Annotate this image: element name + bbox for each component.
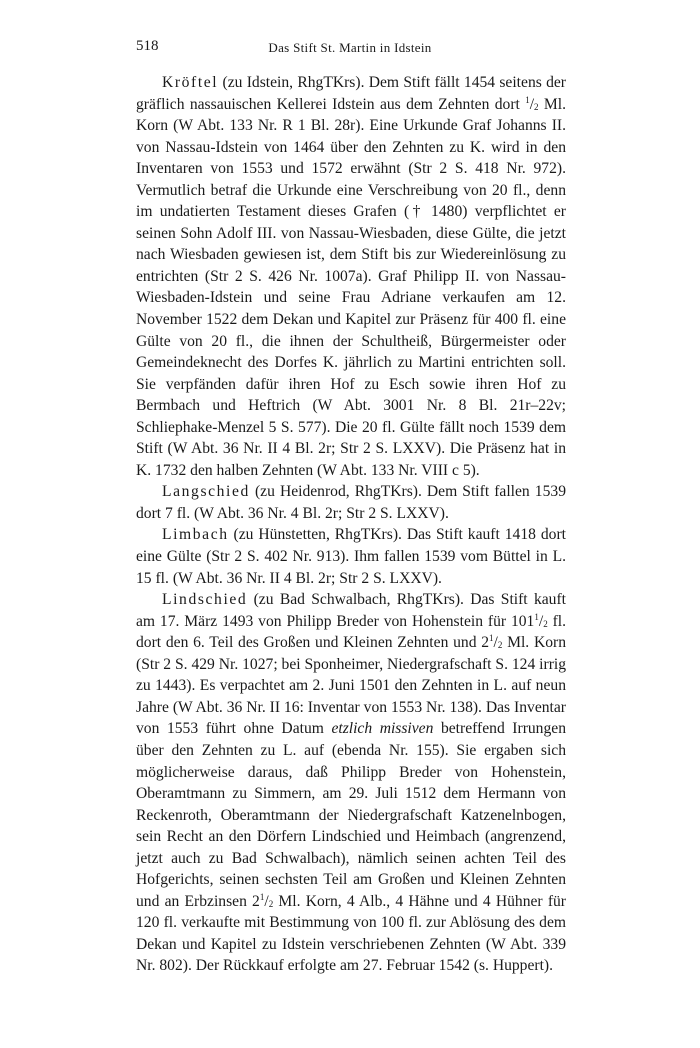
running-title: Das Stift St. Martin in Idstein xyxy=(268,40,432,55)
fraction-slash: / xyxy=(264,892,269,910)
paragraph-text: (zu Heidenrod, RhgTKrs). Dem Stift fallen 1539 dort 7 fl. (W Abt. 36 Nr. 4 Bl. 2r; Str 2 S. LXXV). xyxy=(136,483,566,522)
place-name: Limbach xyxy=(162,526,229,544)
fraction-slash: / xyxy=(493,634,498,652)
fraction-slash: / xyxy=(538,612,544,630)
place-name: Langschied xyxy=(162,483,250,501)
fraction-denominator: 2 xyxy=(497,640,503,651)
italic-quote: etzlich missiven xyxy=(331,720,434,738)
fraction-numerator: 1 xyxy=(489,633,494,644)
paragraph-text: (zu Bad Schwalbach, RhgTKrs). Das Stift kauft am 17. März 1493 von Philipp Breder von Hohenstein für 101 xyxy=(136,591,566,630)
paragraph-lindschied xyxy=(136,589,566,977)
fraction-numerator: 1 xyxy=(259,891,265,902)
fraction-denominator: 2 xyxy=(268,898,274,909)
paragraph-text: Ml. Korn (W Abt. 133 Nr. R 1 Bl. 28r). Eine Urkunde Graf Johanns II. von Nassau-Idstein von 1464 über den Zehnten zu K. wird in den Inventaren von 1553 und 1572 erwähnt (Str 2 S. 418 Nr. 972). Vermutlich betraf die Urkunde eine Verschreibung von 20 fl., denn im undatierten Testament dieses Grafen († 1480) verpflichtet er seinen Sohn Adolf III. von Nassau-Wiesbaden, diese Gülte, die jetzt nach Wiesbaden gewiesen ist, dem Stift bis zur Wiedereinlösung zu entrichten (Str 2 S. 426 Nr. 1007a). Graf Philipp II. von Nassau-Wiesbaden-Idstein und seine Frau Adriane verkaufen am 12. November 1522 dem Dekan und Kapitel zur Präsenz für 400 fl. eine Gülte von 20 fl., die ihnen der Schultheiß, Bürgermeister oder Gemeindeknecht des Dorfes K. jährlich zu Martini entrichten soll. Sie verpfänden dafür ihren Hof zu Esch sowie ihren Hof zu Bermbach und Heftrich (W Abt. 3001 Nr. 8 Bl. 21r–22v; Schliephake-Menzel 5 S. 577). Die 20 fl. Gülte fällt noch 1539 dem Stift (W Abt. 36 Nr. II 4 Bl. 2r; Str 2 S. LXXV). Die Präsenz hat in K. 1732 den halben Zehnten (W Abt. 133 Nr. VIII c 5). xyxy=(136,95,566,479)
fraction-slash: / xyxy=(529,95,535,113)
page-number: 518 xyxy=(136,38,159,54)
paragraph-limbach xyxy=(136,524,566,589)
paragraph-text: fl. dort den 6. Teil des Großen und Kleinen Zehnten und 2 xyxy=(136,612,566,652)
fraction-numerator: 1 xyxy=(525,94,530,105)
paragraph-text: Ml. Korn, 4 Alb., 4 Hähne und 4 Hühner für 120 fl. verkaufte mit Bestimmung von 100 fl. zur Ablösung des dem Dekan und Kapitel zu Idstein verschriebenen Zehnten (W Abt. 339 Nr. 802). Der Rückkauf erfolgte am 27. Februar 1542 (s. Huppert). xyxy=(136,892,567,975)
place-name: Kröftel xyxy=(162,74,219,91)
place-name: Lindschied xyxy=(162,591,248,609)
paragraph-text: Ml. Korn (Str 2 S. 429 Nr. 1027; bei Sponheimer, Niedergrafschaft S. 124 irrig zu 1443). Es verpachtet am 2. Juni 1501 den Zehnten in L. auf neun Jahre (W Abt. 36 Nr. II 16: Inventar von 1553 Nr. 138). Das Inventar von 1553 führt ohne Datum xyxy=(136,634,567,738)
fraction-numerator: 1 xyxy=(534,611,539,622)
paragraph-kroeftel xyxy=(136,72,566,481)
paragraph-langschied xyxy=(136,481,566,524)
paragraph-text: (zu Hünstetten, RhgTKrs). Das Stift kauft 1418 dort eine Gülte (Str 2 S. 402 Nr. 913). Ihm fallen 1539 vom Büttel in L. 15 fl. (W Abt. 36 Nr. II 4 Bl. 2r; Str 2 S. LXXV). xyxy=(136,526,566,587)
fraction-denominator: 2 xyxy=(543,618,548,629)
paragraph-text: betreffend Irrungen über den Zehnten zu L. auf (ebenda Nr. 155). Sie ergaben sich möglicherweise daraus, daß Philipp Breder von Hohenstein, Oberamtmann zu Simmern, am 29. Juli 1512 dem Hermann von Reckenroth, Oberamtmann der Niedergrafschaft Katzenelnbogen, sein Recht an den Dörfern Lindschied und Heimbach (angrenzend, jetzt auch zu Bad Schwalbach), nämlich seinen achten Teil des Hofgerichts, seinen sechsten Teil am Großen und Kleinen Zehnten und an Erbzinsen 2 xyxy=(136,720,566,910)
fraction-denominator: 2 xyxy=(534,101,539,112)
body-text xyxy=(136,72,566,977)
paragraph-text: (zu Idstein, RhgTKrs). Dem Stift fällt 1454 seitens der gräflich nassauischen Kellerei Idstein aus dem Zehnten dort xyxy=(136,74,566,113)
